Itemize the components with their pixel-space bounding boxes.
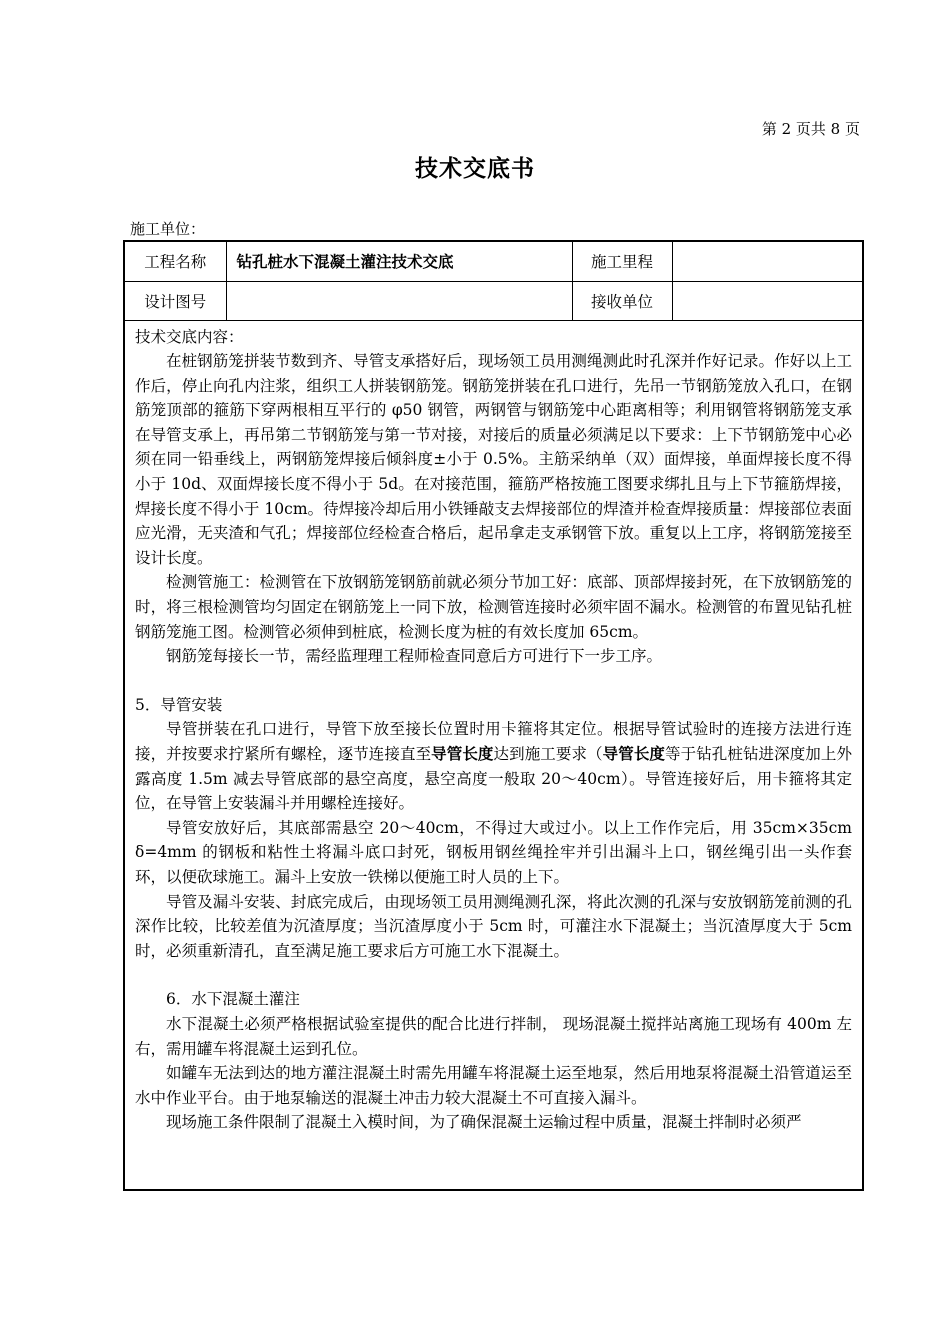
project-name-label: 工程名称 bbox=[125, 242, 226, 281]
header-row-2 bbox=[125, 281, 862, 320]
construction-unit-label: 施工单位： bbox=[130, 220, 206, 238]
paragraph-funnel-seal: 导管安放好后，其底部需悬空 20～40cm，不得过大或过小。以上工作作完后，用 35cm×35cm δ=4mm 的钢板和粘性土将漏斗底口封死，钢板用钢丝绳拴牢并引出漏斗上口，钢丝绳引出一头作套环，以便砍球施工。漏斗上安放一铁梯以便施工时人员的上下。 bbox=[135, 818, 852, 886]
page-number: 第 2 页共 8 页 bbox=[761, 120, 860, 138]
project-name-value: 钻孔桩水下混凝土灌注技术交底 bbox=[226, 242, 572, 281]
header-row-1 bbox=[125, 242, 862, 281]
mileage-value bbox=[672, 242, 862, 281]
paragraph-inspection-pipe: 检测管施工：检测管在下放钢筋笼钢筋前就必须分节加工好：底部、顶部焊接封死，在下放钢筋笼的时，将三根检测管均匀固定在钢筋笼上一同下放，检测管连接时必须牢固不漏水。检测管的布置见钻孔桩钢筋笼施工图。检测管必须伸到桩底，检测长度为桩的有效长度加 65cm。 bbox=[135, 573, 852, 641]
mileage-label: 施工里程 bbox=[572, 242, 672, 281]
paragraph-concrete-pump: 如罐车无法到达的地方灌注混凝土时需先用罐车将混凝土运至地泵，然后用地泵将混凝土沿管道运至水中作业平台。由于地泵输送的混凝土冲击力较大混凝土不可直接入漏斗。 bbox=[135, 1064, 852, 1107]
section-6-title: 6．水下混凝土灌注 bbox=[166, 990, 300, 1009]
design-drawing-value bbox=[226, 281, 572, 320]
receiving-unit-value bbox=[672, 281, 862, 320]
section-5-title: 5．导管安装 bbox=[135, 695, 223, 714]
disclosure-content bbox=[125, 321, 862, 1135]
header-table bbox=[125, 242, 862, 321]
paragraph-supervisor-check: 钢筋笼每接长一节，需经监理理工程师检查同意后方可进行下一步工序。 bbox=[166, 647, 663, 666]
document-title: 技术交底书 bbox=[415, 155, 535, 182]
paragraph-rebar-cage: 在桩钢筋笼拼装节数到齐、导管支承搭好后，现场领工员用测绳测此时孔深并作好记录。作好以上工作后，停止向孔内注浆，组织工人拼装钢筋笼。钢筋笼拼装在孔口进行，先吊一节钢筋笼放入孔口，在钢筋笼顶部的箍筋下穿两根相互平行的 φ50 钢管，两钢管与钢筋笼中心距离相等；利用钢管将钢筋笼支承在导管支承上，再吊第二节钢筋笼与第一节对接，对接后的质量必须满足以下要求：上下节钢筋笼中心必须在同一铅垂线上，两钢筋笼焊接后倾斜度±小于 0.5%。主筋采纳单（双）面焊接，单面焊接长度不得小于 10d、双面焊接长度不得小于 5d。在对接范围，箍筋严格按施工图要求绑扎且与上下节箍筋焊接，焊接长度不得小于 10cm。待焊接冷却后用小铁锤敲支去焊接部位的焊渣并检查焊接质量：焊接部位表面应光滑，无夹渣和气孔；焊接部位经检查合格后，起吊拿走支承钢管下放。重复以上工序，将钢筋笼接至设计长度。 bbox=[135, 352, 852, 567]
disclosure-form bbox=[123, 240, 864, 1191]
pipe-length-term: 导管长度 bbox=[602, 744, 666, 763]
paragraph-pour-time: 现场施工条件限制了混凝土入模时间，为了确保混凝土运输过程中质量，混凝土拌制时必须严 bbox=[166, 1113, 802, 1132]
design-drawing-label: 设计图号 bbox=[125, 281, 226, 320]
content-heading: 技术交底内容： bbox=[135, 327, 244, 346]
pipe-length-term: 导管长度 bbox=[431, 744, 494, 763]
paragraph-sediment-check: 导管及漏斗安装、封底完成后，由现场领工员用测绳测孔深，将此次测的孔深与安放钢筋笼前测的孔深作比较，比较差值为沉渣厚度；当沉渣厚度小于 5cm 时，可灌注水下混凝土；当沉渣厚度大于 5cm 时，必须重新清孔，直至满足施工要求后方可施工水下混凝土。 bbox=[135, 892, 852, 960]
paragraph-pipe-assembly: 导管拼装在孔口进行，导管下放至接长位置时用卡箍将其定位。根据导管试验时的连接方法进行连接，并按要求拧紧所有螺栓，逐节连接直至导管长度达到施工要求（导管长度等于钻孔桩钻进深度加上外露高度 1.5m 减去导管底部的悬空高度，悬空高度一般取 20～40cm）。导管连接好后，用卡箍将其定位，在导管上安装漏斗并用螺栓连接好。 bbox=[135, 720, 852, 813]
paragraph-concrete-mixing: 水下混凝土必须严格根据试验室提供的配合比进行拌制， 现场混凝土搅拌站离施工现场有 400m 左右，需用罐车将混凝土运到孔位。 bbox=[135, 1014, 852, 1058]
receiving-unit-label: 接收单位 bbox=[572, 281, 672, 320]
